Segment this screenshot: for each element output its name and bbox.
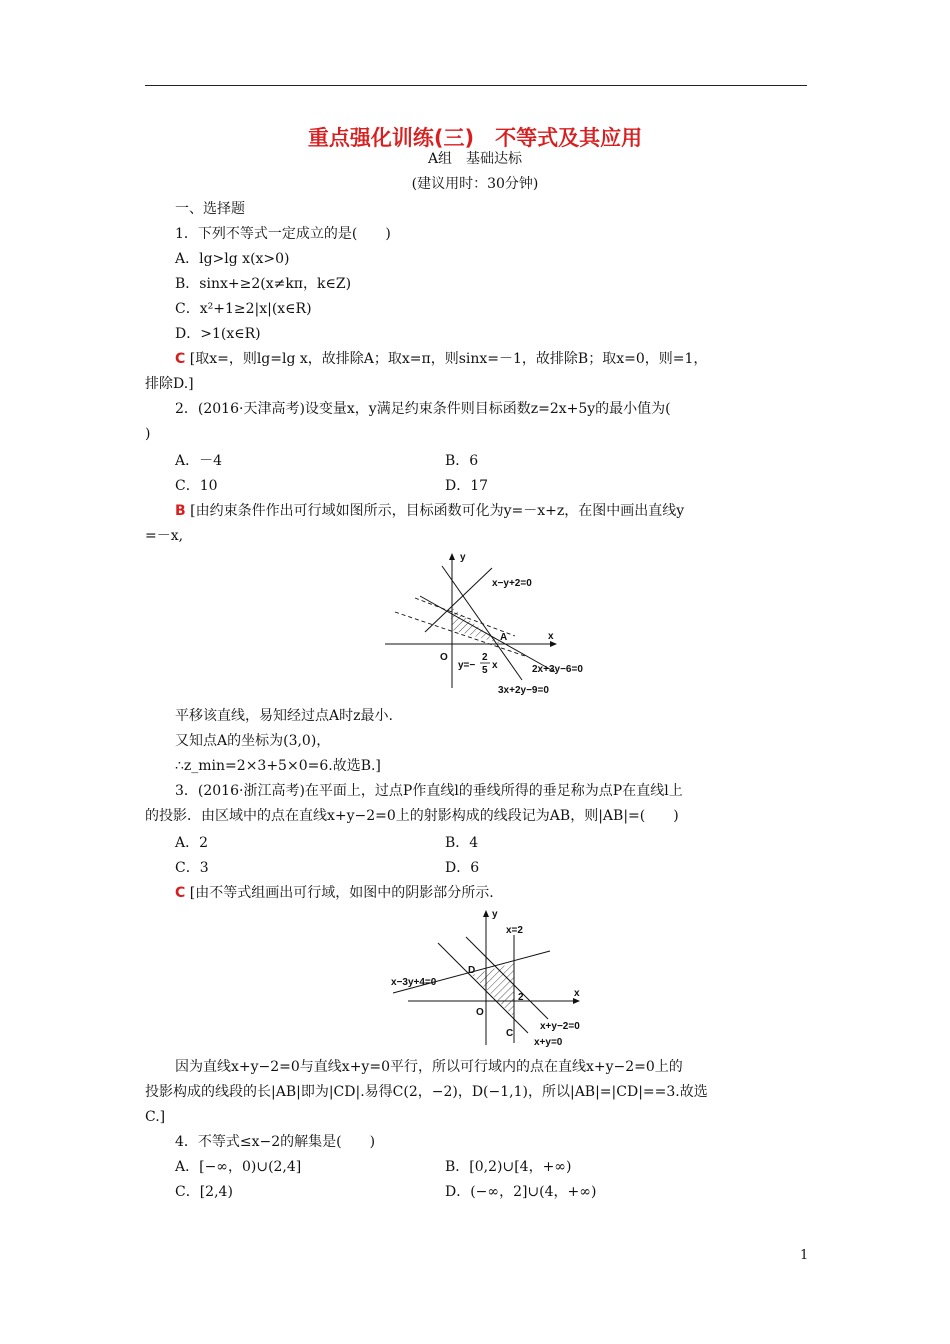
q3-option-c: C．3 [175, 860, 209, 876]
q1-option-c: C．x²+1≥2|x|(x∈R) [175, 301, 312, 317]
q4-option-b: B．[0,2)∪[4，+∞) [445, 1159, 572, 1175]
q3-option-a: A．2 [175, 835, 209, 851]
page-title: 重点强化训练(三) 不等式及其应用 [307, 126, 643, 150]
q4-option-d: D．(−∞，2]∪(4，+∞) [445, 1184, 597, 1200]
q2-option-c: C．10 [175, 478, 218, 494]
q3-label-line3: x+y=0 [534, 1037, 563, 1048]
q1-stem: 1．下列不等式一定成立的是( ) [175, 226, 391, 242]
q3-label-2: 2 [518, 992, 524, 1003]
q2-label-line3: 3x+2y−9=0 [498, 685, 549, 696]
q2-label-a: A [500, 632, 508, 643]
q3-stem-cont: 的投影．由区域中的点在直线x+y−2=0上的射影构成的线段记为AB，则|AB|=( ) [145, 808, 679, 824]
q3-stem: 3．(2016·浙江高考)在平面上，过点P作直线l的垂线所得的垂足称为点P在直线l上 [175, 783, 683, 799]
page-number: 1 [800, 1248, 809, 1263]
group-label: A组 基础达标 [427, 151, 523, 167]
q3-after-3: C.] [145, 1109, 166, 1125]
q1-option-b: B．sinx+≥2(x≠kπ，k∈Z) [175, 276, 352, 292]
q2-label-y: y [460, 552, 466, 563]
q1-answer-letter: C [175, 351, 186, 367]
q3-feasible-region-figure [388, 905, 598, 1050]
q3-label-c: C [506, 1028, 514, 1039]
q2-stem: 2．(2016·天津高考)设变量x，y满足约束条件则目标函数z=2x+5y的最小值为( [175, 401, 671, 417]
q4-stem: 4．不等式≤x−2的解集是( ) [175, 1134, 376, 1150]
q2-label-frac-den: 5 [482, 665, 488, 676]
q2-label-frac-num: 2 [482, 652, 488, 663]
q2-answer [175, 501, 684, 521]
q1-option-d: D．>1(x∈R) [175, 326, 261, 342]
section-heading: 一、选择题 [175, 201, 245, 217]
q3-answer [175, 883, 494, 903]
q2-label-x: x [548, 631, 554, 642]
q2-after-3: ∴z_min=2×3+5×0=6.故选B.] [175, 758, 381, 774]
q2-after-1: 平移该直线，易知经过点A时z最小. [175, 708, 393, 724]
q4-option-a: A．[−∞，0)∪(2,4] [175, 1159, 302, 1175]
q1-answer-text: [取x=，则lg=lg x，故排除A；取x=π，则sinx=－1，故排除B；取x=0，则=1， [189, 351, 708, 367]
time-hint: (建议用时：30分钟) [411, 176, 539, 192]
q3-label-line1: x−3y+4=0 [391, 977, 437, 988]
q2-answer-letter: B [175, 503, 186, 519]
q3-answer-letter: C [175, 885, 186, 901]
q3-after-1: 因为直线x+y−2=0与直线x+y=0平行，所以可行域内的点在直线x+y−2=0上的 [175, 1059, 683, 1075]
q2-option-a: A．－4 [175, 453, 223, 469]
q2-label-x-var: x [492, 660, 498, 671]
q2-answer-text: [由约束条件作出可行域如图所示，目标函数可化为y=－x+z，在图中画出直线y [190, 503, 685, 519]
q3-after-2: 投影构成的线段的长|AB|即为|CD|.易得C(2，−2)，D(−1,1)，所以|AB|=|CD|==3.故选 [145, 1084, 708, 1100]
q4-option-c: C．[2,4) [175, 1184, 233, 1200]
q1-answer-cont: 排除D.] [145, 376, 194, 392]
q3-label-line2: x+y−2=0 [540, 1021, 580, 1032]
q2-stem-cont: ) [145, 426, 151, 442]
q3-y-arrow [483, 910, 489, 917]
q1-option-a: A．lg>lg x(x>0) [175, 251, 290, 267]
q3-label-y: y [492, 909, 498, 920]
q3-label-x2: x=2 [506, 925, 523, 936]
q2-label-o: O [440, 652, 448, 663]
q2-answer-cont: =－x, [145, 528, 184, 544]
q2-option-d: D．17 [445, 478, 489, 494]
q3-label-d: D [468, 965, 476, 976]
q2-y-arrow [449, 553, 455, 560]
q3-label-x: x [574, 988, 580, 999]
q3-option-b: B．4 [445, 835, 479, 851]
q2-feasible-region-figure [380, 548, 610, 698]
q2-label-y-eq: y=− [458, 660, 476, 671]
q3-label-o: O [476, 1007, 484, 1018]
q2-label-line1: x−y+2=0 [492, 578, 532, 589]
q2-label-line2: 2x+3y−6=0 [532, 664, 583, 675]
top-rule [145, 85, 807, 86]
q2-option-b: B．6 [445, 453, 479, 469]
q3-answer-text: [由不等式组画出可行域，如图中的阴影部分所示. [189, 885, 494, 901]
q2-after-2: 又知点A的坐标为(3,0)， [175, 733, 331, 749]
q1-answer [175, 349, 707, 369]
q3-option-d: D．6 [445, 860, 480, 876]
